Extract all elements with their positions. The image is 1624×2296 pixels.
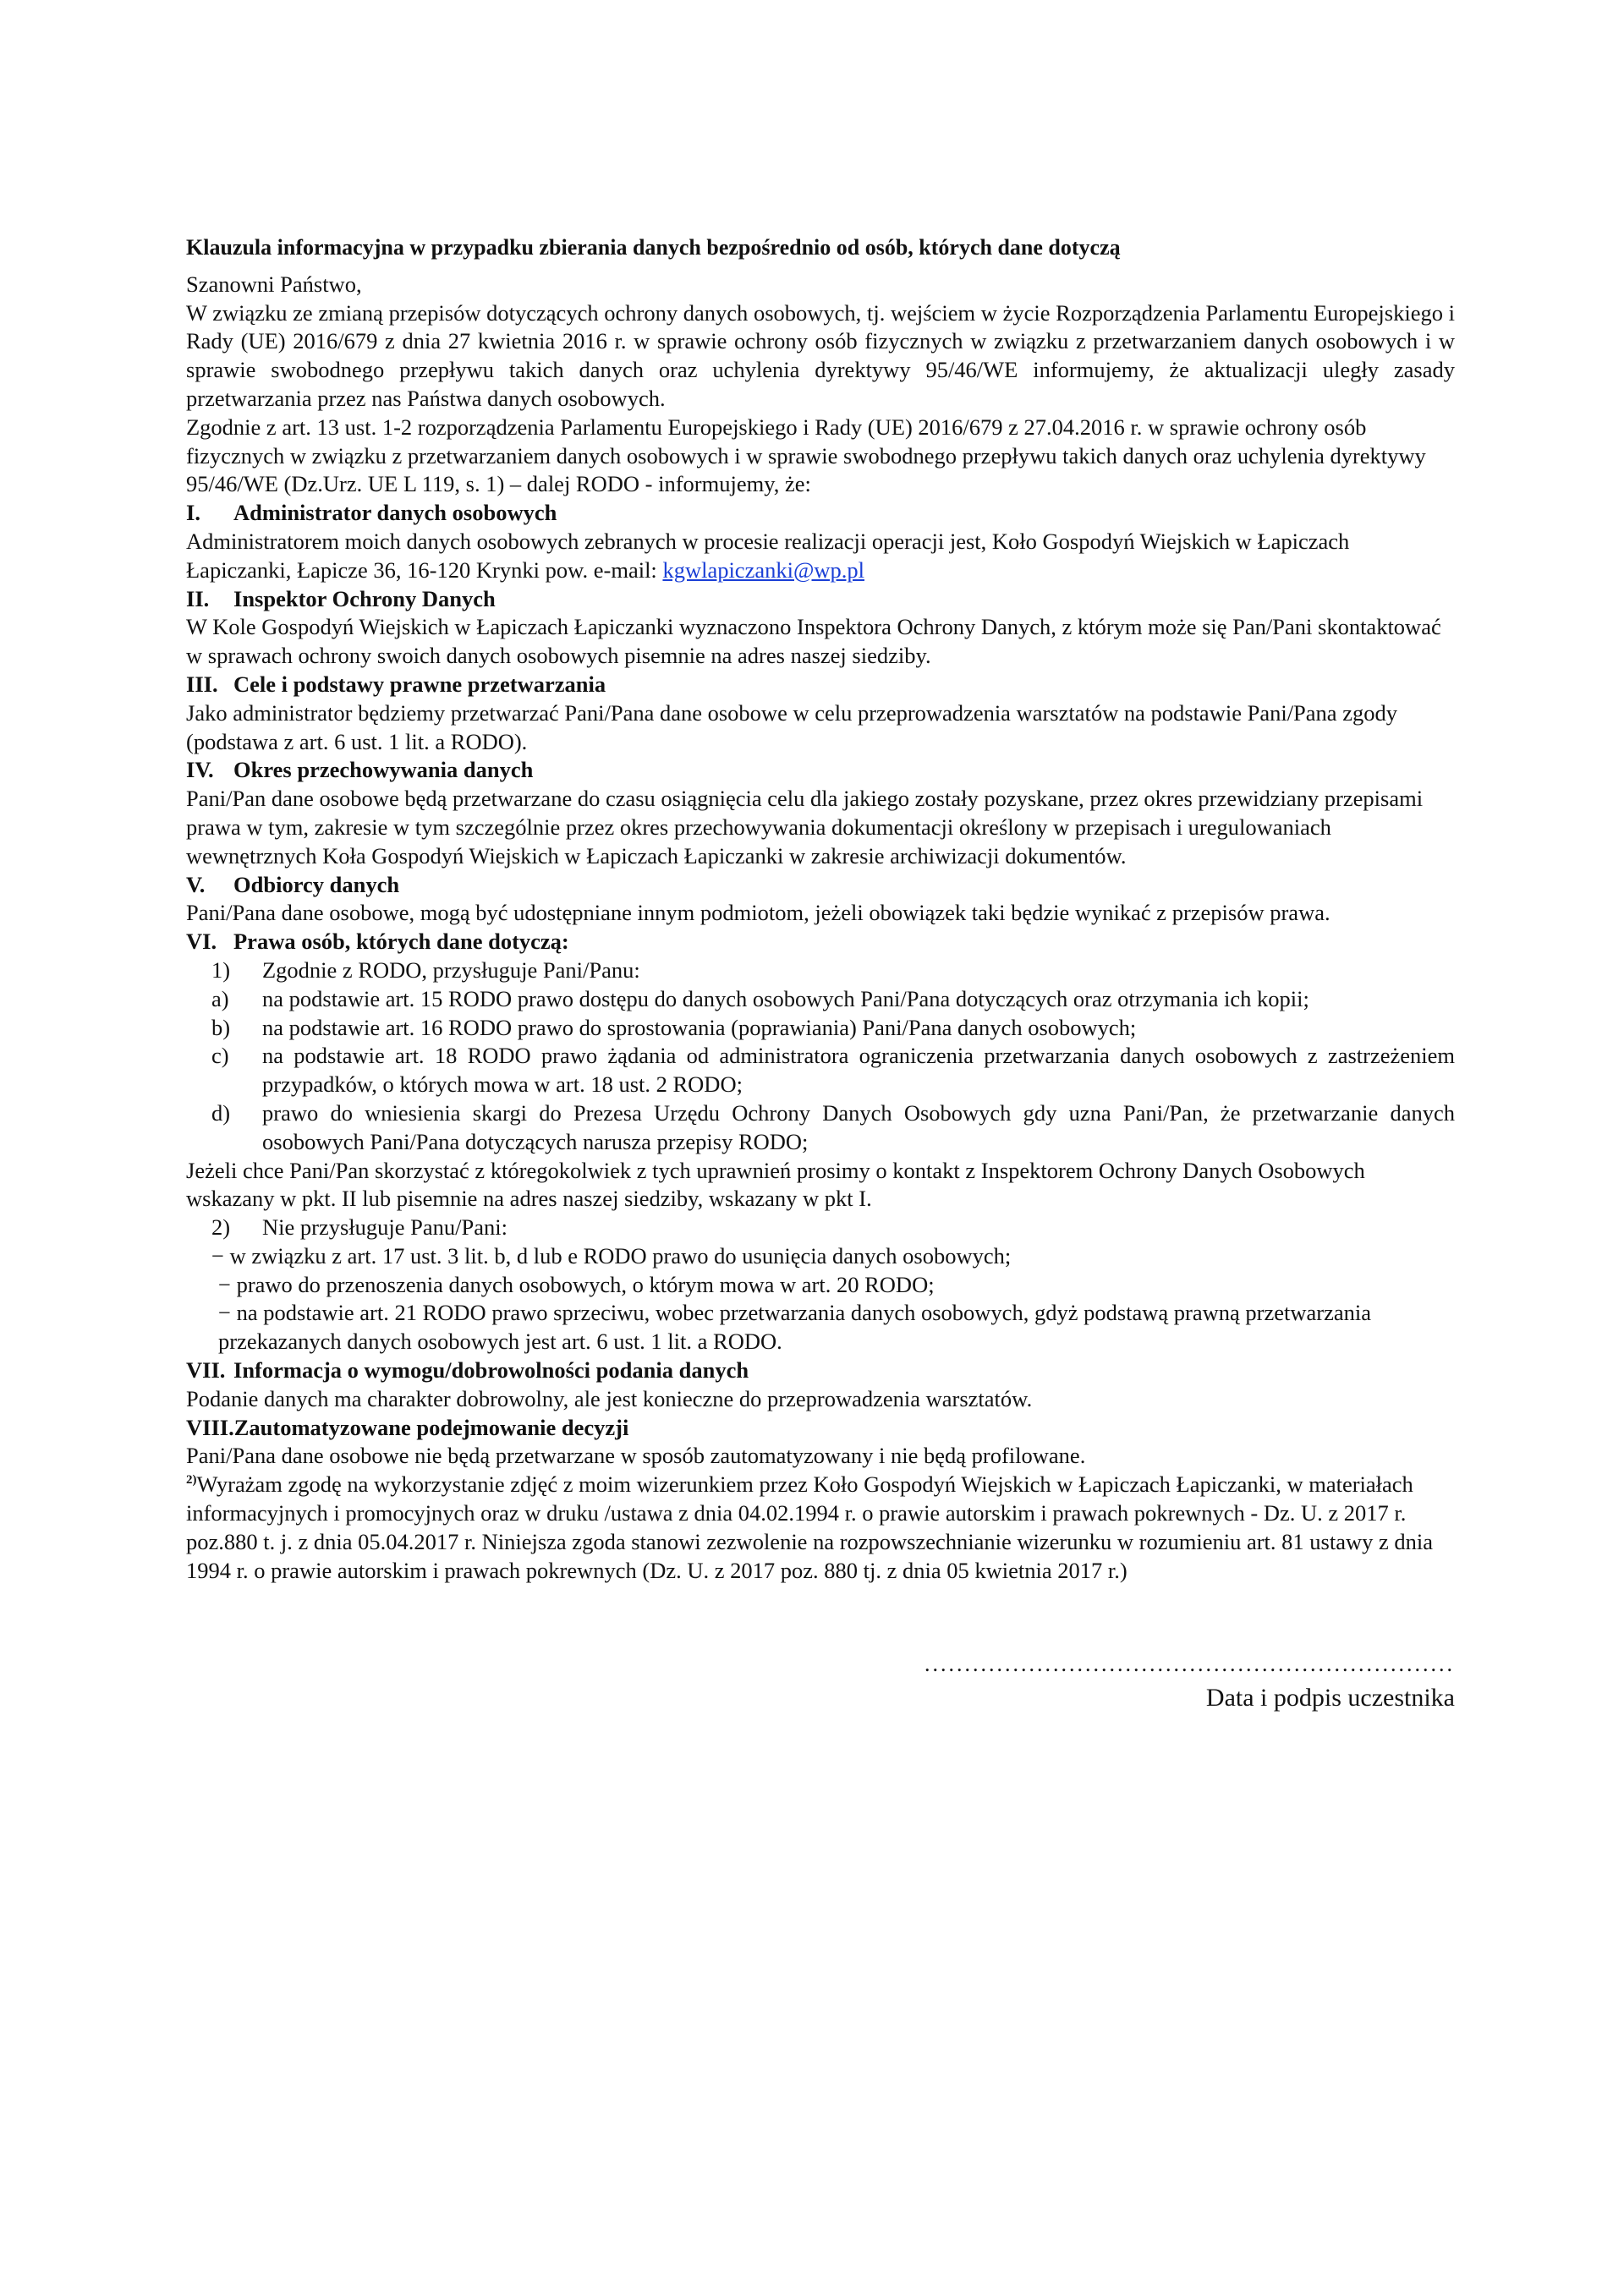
rights-contact-paragraph: Jeżeli chce Pani/Pan skorzystać z któregokolwiek z tych uprawnień prosimy o kontakt z Inspektorem Ochrony Danych Osobowych wskazany w pkt. II lub pisemnie na adres naszej siedziby, wskazany w pkt I.: [186, 1157, 1365, 1212]
greeting: Szanowni Państwo,: [186, 271, 362, 297]
dash-item: − w związku z art. 17 ust. 3 lit. b, d lub e RODO prawo do usunięcia danych osobowych;: [211, 1242, 1012, 1269]
section-heading-retention: IV. Okres przechowywania danych: [186, 757, 534, 783]
rights-point-1: 1) Zgodnie z RODO, przysługuje Pani/Panu:: [211, 956, 640, 983]
section-heading-purposes: III. Cele i podstawy prawne przetwarzania: [186, 671, 606, 697]
image-consent-paragraph: $^{2)}$Wyrażam zgodę na wykorzystanie zdjęć z moim wizerunkiem przez Koło Gospodyń Wiejskich w Łapiczach Łapiczanki, w materiałach informacyjnych i promocyjnych oraz w druku /ustawa z dnia 04.02.1994 r. o prawie autorskim i prawach pokrewnych - Dz. U. z 2017 r. poz.880 t. j. z dnia 05.04.2017 r. Niniejsza zgoda stanowi zezwolenie na rozpowszechnianie wizerunku w rozumieniu art. 81 ustawy z dnia 1994 r. o prawie autorskim i prawach pokrewnych (Dz. U. z 2017 poz. 880 tj. z dnia 05 kwietnia 2017 r.): [186, 1471, 1433, 1583]
section-heading-voluntary: VII. Informacja o wymogu/dobrowolności podania danych: [186, 1357, 749, 1384]
rights-item: d) prawo do wniesienia skargi do Prezesa Urzędu Ochrony Danych Osobowych gdy uzna Pani/Pan, że przetwarzanie danych osobowych Pani/Pana dotyczących narusza przepisy RODO;: [211, 1099, 1455, 1154]
section-heading-recipients: V. Odbiorcy danych: [186, 871, 400, 897]
section-heading-rights: VI. Prawa osób, których dane dotyczą:: [186, 929, 569, 955]
document-title: Klauzula informacyjna w przypadku zbierania danych bezpośrednio od osób, których dane dotyczą: [186, 235, 1121, 260]
signature-line: ..................................................................: [924, 1652, 1455, 1676]
rights-item: b) na podstawie art. 16 RODO prawo do sprostowania (poprawiania) Pani/Pana danych osobowych;: [211, 1014, 1137, 1040]
section-text-inspector: W Kole Gospodyń Wiejskich w Łapiczach Łapiczanki wyznaczono Inspektora Ochrony Danych, z którym może się Pan/Pani skontaktować w sprawach ochrony swoich danych osobowych pisemnie na adres naszej siedziby.: [186, 614, 1441, 669]
dash-item: − na podstawie art. 21 RODO prawo sprzeciwu, wobec przetwarzania danych osobowych, gdyż podstawą prawną przetwarzania przekazanych danych osobowych jest art. 6 ust. 1 lit. a RODO.: [218, 1300, 1371, 1355]
section-text-voluntary: Podanie danych ma charakter dobrowolny, ale jest konieczne do przeprowadzenia warsztatów.: [186, 1385, 1033, 1411]
intro-paragraph: W związku ze zmianą przepisów dotyczących ochrony danych osobowych, tj. wejściem w życie Rozporządzenia Parlamentu Europejskiego i Rady (UE) 2016/679 z dnia 27 kwietnia 2016 r. w sprawie ochrony osób fizycznych w związku z przetwarzaniem danych osobowych i w sprawie swobodnego przepływu takich danych oraz uchylenia dyrektywy 95/46/WE informujemy, że aktualizacji uległy zasady przetwarzania przez nas Państwa danych osobowych.: [186, 299, 1455, 411]
section-text-administrator: Administratorem moich danych osobowych zebranych w procesie realizacji operacji jest, Koło Gospodyń Wiejskich w Łapiczach Łapiczanki, Łapicze 36, 16-120 Krynki pow. e-mail: kgwlapiczanki@wp.pl: [186, 528, 1350, 583]
signature-block: [719, 1647, 1455, 1715]
rights-point-2: 2) Nie przysługuje Panu/Pani:: [211, 1214, 508, 1241]
section-heading-inspector: II. Inspektor Ochrony Danych: [186, 585, 496, 611]
email-link[interactable]: kgwlapiczanki@wp.pl: [662, 556, 864, 583]
rights-item: a) na podstawie art. 15 RODO prawo dostępu do danych osobowych Pani/Pana dotyczących oraz otrzymania ich kopii;: [211, 985, 1309, 1011]
section-text-automated: Pani/Pana dane osobowe nie będą przetwarzane w sposób zautomatyzowany i nie będą profilowane.: [186, 1443, 1086, 1469]
legal-basis-paragraph: Zgodnie z art. 13 ust. 1-2 rozporządzenia Parlamentu Europejskiego i Rady (UE) 2016/679 z 27.04.2016 r. w sprawie ochrony osób fizycznych w związku z przetwarzaniem danych osobowych i w sprawie swobodnego przepływu takich danych oraz uchylenia dyrektywy 95/46/WE (Dz.Urz. UE L 119, s. 1) – dalej RODO - informujemy, że:: [186, 414, 1426, 497]
footnote-marker: 2): [186, 1473, 197, 1488]
section-text-retention: Pani/Pan dane osobowe będą przetwarzane do czasu osiągnięcia celu dla jakiego zostały pozyskane, przez okres przewidziany przepisami prawa w tym, zakresie w tym szczególnie przez okres przechowywania dokumentacji określony w przepisach i uregulowaniach wewnętrznych Koła Gospodyń Wiejskich w Łapiczach Łapiczanki w zakresie archiwizacji dokumentów.: [186, 786, 1424, 869]
section-heading-administrator: I. Administrator danych osobowych: [186, 500, 557, 526]
dash-item: − prawo do przenoszenia danych osobowych, o którym mowa w art. 20 RODO;: [218, 1271, 935, 1297]
section-text-purposes: Jako administrator będziemy przetwarzać Pani/Pana dane osobowe w celu przeprowadzenia warsztatów na podstawie Pani/Pana zgody (podstawa z art. 6 ust. 1 lit. a RODO).: [186, 699, 1397, 754]
section-text-recipients: Pani/Pana dane osobowe, mogą być udostępniane innym podmiotom, jeżeli obowiązek taki będzie wynikać z przepisów prawa.: [186, 900, 1330, 926]
signature-label: Data i podpis uczestnika: [1205, 1684, 1455, 1712]
document-body: [186, 233, 1455, 1585]
rights-item: c) na podstawie art. 18 RODO prawo żądania od administratora ograniczenia przetwarzania danych osobowych z zastrzeżeniem przypadków, o których mowa w art. 18 ust. 2 RODO;: [211, 1043, 1455, 1098]
section-heading-automated: VIII.Zautomatyzowane podejmowanie decyzji: [186, 1414, 629, 1440]
